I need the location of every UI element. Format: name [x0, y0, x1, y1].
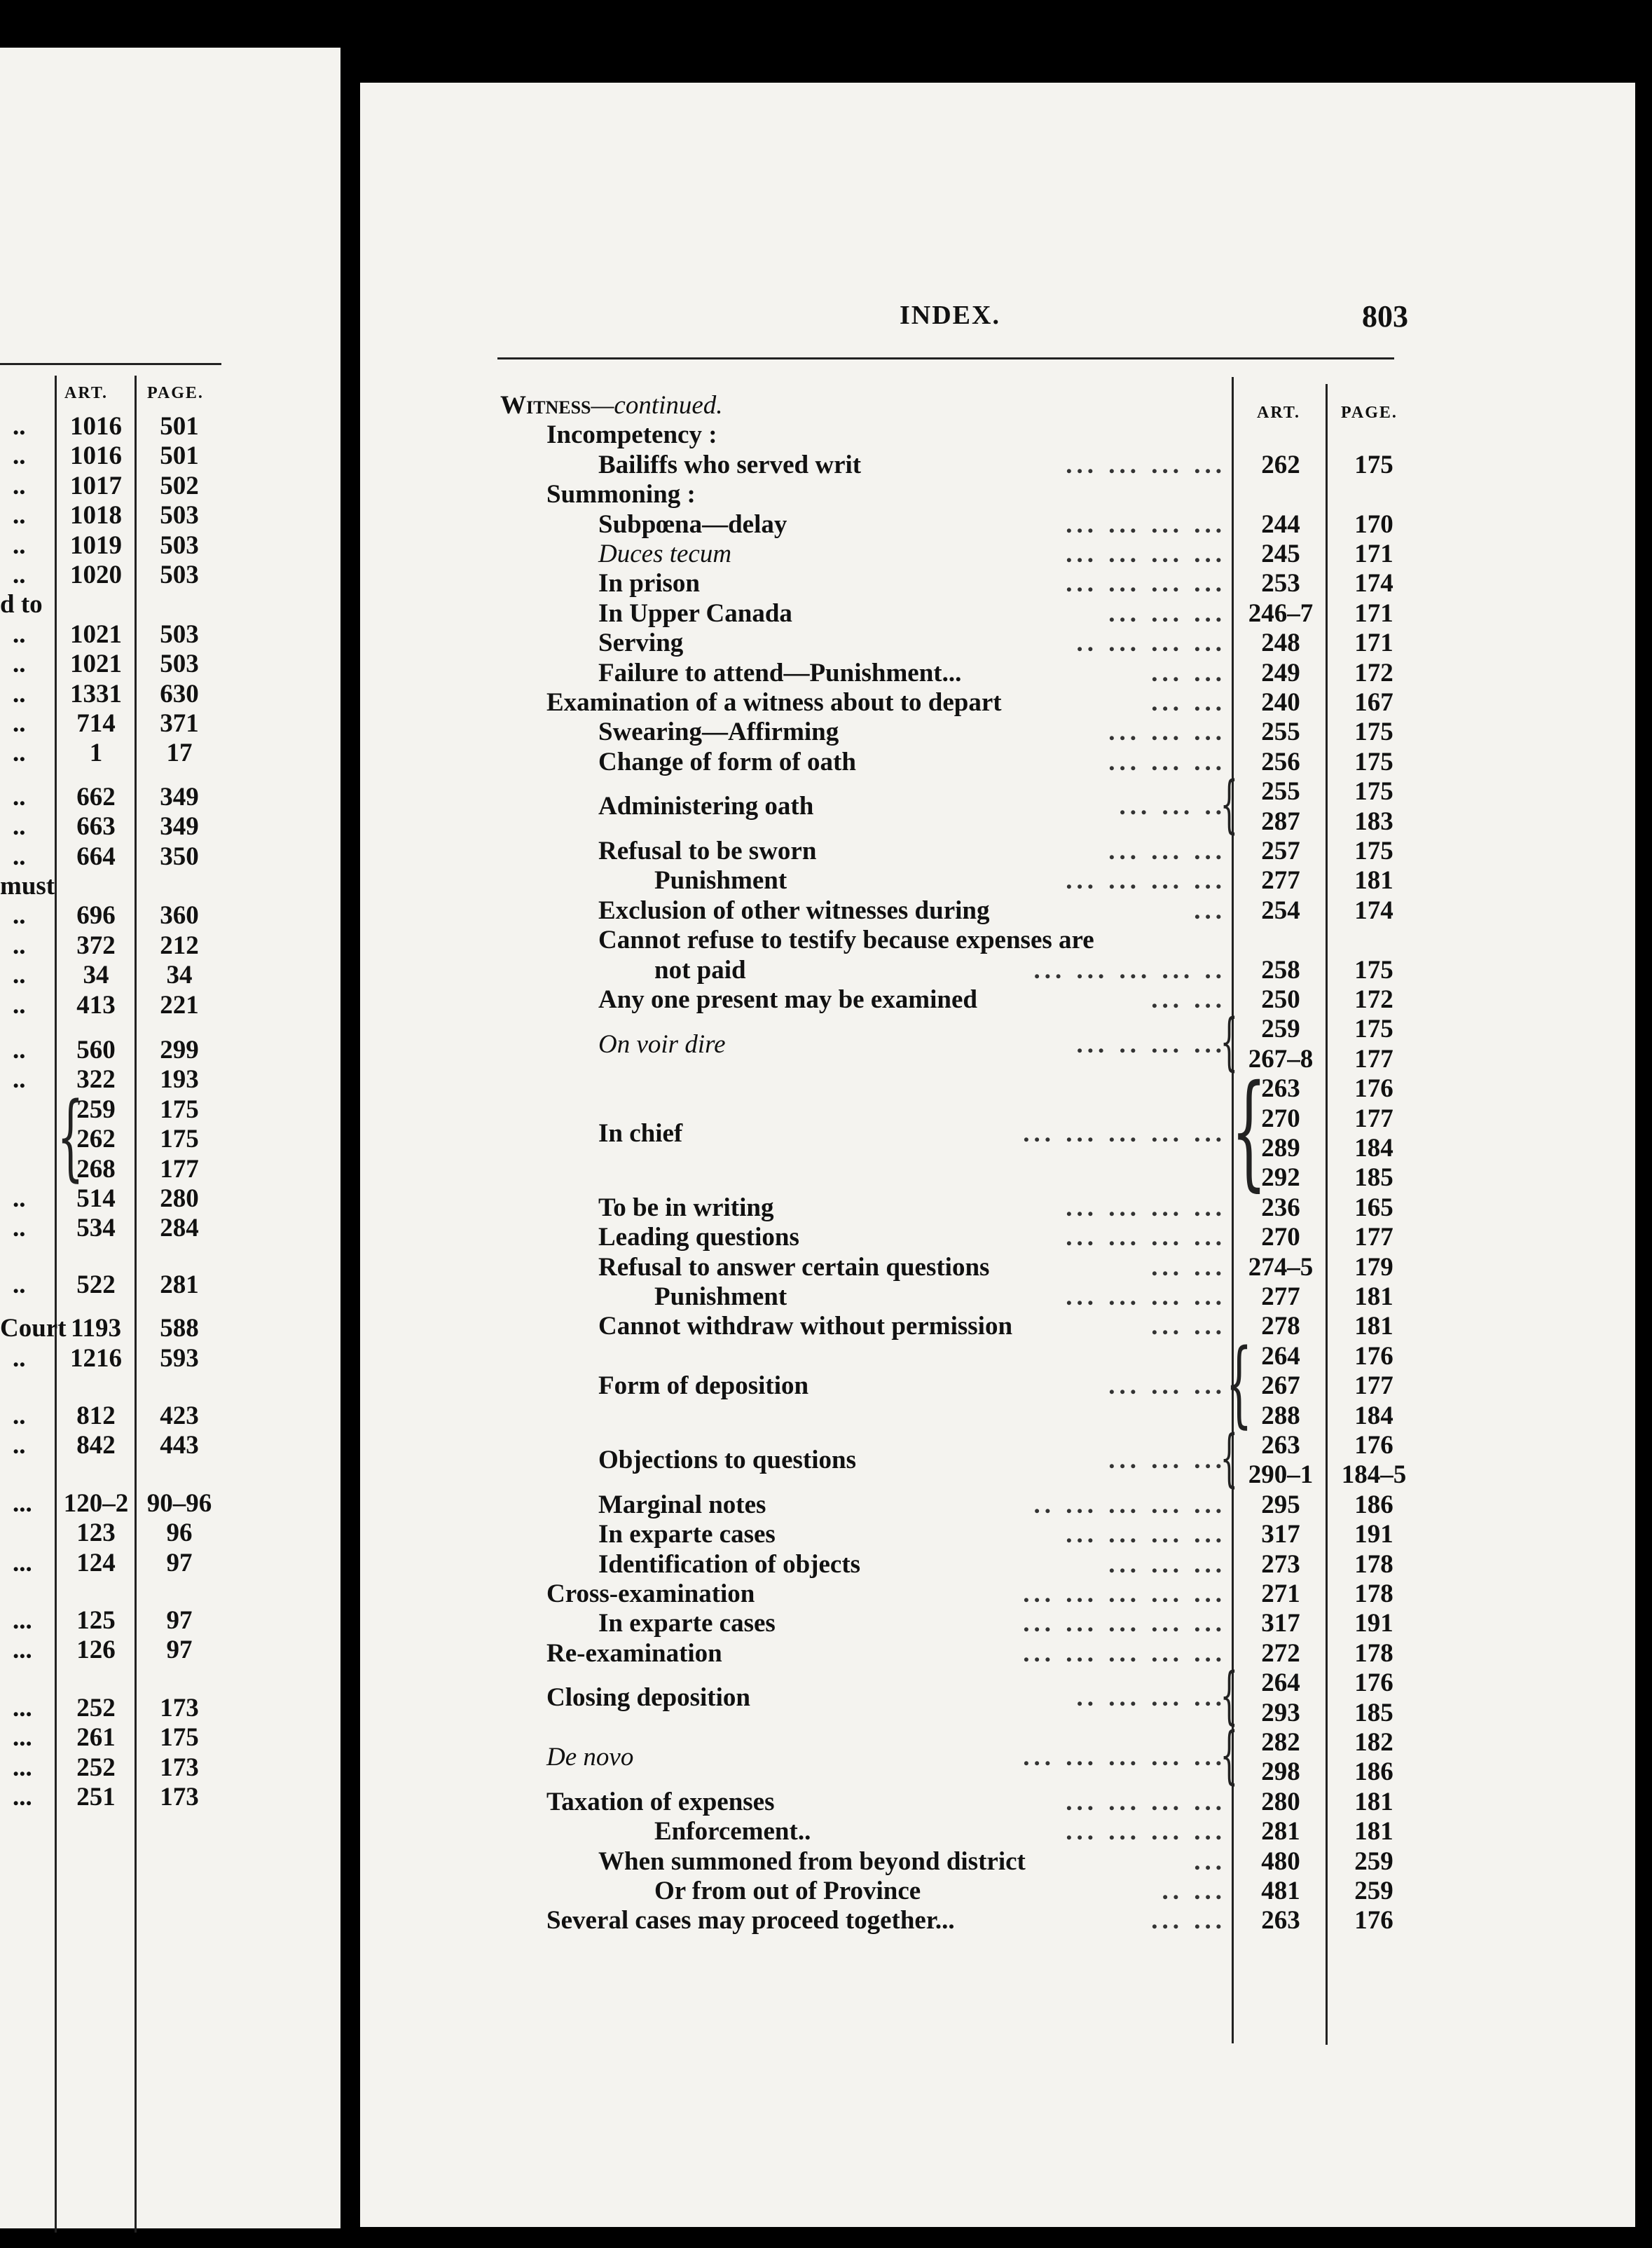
entry-label: Swearing—Affirming — [598, 718, 839, 747]
index-entry — [360, 896, 1621, 926]
entry-label: Summoning : — [546, 480, 696, 509]
dot-leader: .. ... — [1162, 1877, 1226, 1905]
dot-leader: ... ... ... ... ... — [1023, 1118, 1226, 1148]
index-entry — [360, 688, 1621, 718]
left-index-entry: .. 1016 501 — [13, 441, 199, 471]
left-index-entry: ... 261 175 — [13, 1723, 199, 1753]
page-number-cell: 181 — [1354, 1787, 1393, 1816]
entry-label: Or from out of Province — [654, 1877, 921, 1905]
page-number-cell: 177 — [1354, 1371, 1393, 1401]
page-number-cell: 259 — [1354, 1846, 1393, 1876]
page-number-cell: 176 — [1354, 1074, 1393, 1104]
left-index-entry: .. 1216 593 — [13, 1343, 199, 1373]
index-entry — [360, 1743, 1621, 1772]
page-number-cell: 179 — [1354, 1252, 1393, 1282]
left-page-header: PAGE. — [147, 384, 204, 402]
entry-label: Subpœna—delay — [598, 509, 787, 539]
dot-leader: ... ... ... ... — [1066, 1787, 1226, 1816]
entry-label: Cannot withdraw without permission — [598, 1312, 1013, 1341]
entry-label: Identification of objects — [598, 1549, 861, 1579]
entry-label: Refusal to be sworn — [598, 837, 817, 865]
entry-label: Cannot refuse to testify because expenses are — [598, 926, 1094, 955]
art-column-header: ART. — [1257, 404, 1301, 422]
dot-leader: ... ... ... ... — [1066, 540, 1226, 568]
page-number-cell: 170 — [1354, 509, 1393, 539]
page-number-cell: 178 — [1354, 1549, 1393, 1579]
entry-label: De novo — [546, 1743, 634, 1772]
left-grouping-brace: { — [57, 1082, 84, 1191]
index-entry — [360, 1639, 1621, 1668]
page-number-cell: 175 — [1354, 955, 1393, 985]
index-entry — [360, 748, 1621, 777]
entry-label: Exclusion of other witnesses during — [598, 896, 990, 925]
dot-leader: ... — [1194, 896, 1226, 925]
page-number-cell: 181 — [1354, 1282, 1393, 1311]
entry-label: Examination of a witness about to depart — [546, 688, 1002, 717]
entry-label: In chief — [598, 1118, 683, 1148]
page-number-cell: 175 — [1354, 777, 1393, 807]
left-index-entry: .. 1017 502 — [13, 471, 199, 500]
page-number-cell: 191 — [1354, 1609, 1393, 1638]
dot-leader: ... ... ... — [1108, 1371, 1226, 1401]
entry-label: Re-examination — [546, 1638, 722, 1668]
page-number-cell: 191 — [1354, 1520, 1393, 1549]
left-index-entry: .. 662 349 — [13, 782, 199, 811]
index-entry — [360, 391, 1621, 420]
running-header-title: INDEX. — [900, 301, 1000, 330]
dot-leader: ... ... ... ... — [1066, 569, 1226, 598]
page-number-cell: 181 — [1354, 866, 1393, 896]
left-index-entry: .. 534 284 — [13, 1214, 199, 1243]
left-index-entry: .. 1016 501 — [13, 412, 199, 441]
index-entry — [360, 1683, 1621, 1713]
page-number-cell: 171 — [1354, 598, 1393, 628]
entry-label: In prison — [598, 569, 700, 598]
dot-leader: .. ... ... ... — [1076, 1683, 1226, 1713]
index-entry — [360, 540, 1621, 569]
dot-leader: ... ... — [1151, 1906, 1226, 1935]
dot-leader: ... ... ... ... ... — [1023, 1579, 1226, 1608]
page-number-cell: 165 — [1354, 1193, 1393, 1222]
grouping-brace: { — [1220, 1718, 1239, 1791]
left-index-entry: ... 252 173 — [13, 1693, 199, 1722]
entry-label: Administering oath — [598, 792, 814, 821]
index-entry — [360, 1371, 1621, 1401]
entry-label: Marginal notes — [598, 1490, 766, 1519]
left-index-entry: 268 177 — [76, 1154, 199, 1184]
page-number-cell: 177 — [1354, 1044, 1393, 1074]
dot-leader: ... ... ... ... — [1066, 1223, 1226, 1252]
entry-label: Serving — [598, 629, 684, 658]
index-entry — [360, 985, 1621, 1015]
left-index-entry: d to — [0, 590, 43, 619]
entry-label: Enforcement.. — [654, 1817, 811, 1846]
left-index-entry: ... 252 173 — [13, 1753, 199, 1782]
left-index-entry: .. 812 423 — [13, 1401, 199, 1430]
page-number-cell: 174 — [1354, 569, 1393, 598]
grouping-brace: { — [1220, 1421, 1239, 1494]
left-index-entry: ... 126 97 — [13, 1636, 193, 1665]
dot-leader: ... ... ... ... — [1066, 1282, 1226, 1311]
dot-leader: ... ... ... — [1108, 837, 1226, 865]
left-index-entry: .. 1 17 — [13, 739, 193, 768]
entry-label: In Upper Canada — [598, 598, 792, 628]
left-index-entry: .. 522 281 — [13, 1270, 199, 1299]
page-number-cell: 184 — [1354, 1134, 1393, 1163]
page-number: 803 — [1362, 299, 1408, 334]
index-entry — [360, 1788, 1621, 1817]
dot-leader: ... ... ... — [1108, 747, 1226, 776]
left-index-entry: .. 664 350 — [13, 842, 199, 871]
left-index-entry: Court 1193 588 — [0, 1314, 199, 1343]
entry-label: Cross-examination — [546, 1579, 755, 1608]
page-number-cell: 184–5 — [1341, 1460, 1407, 1490]
entry-label: Punishment — [654, 866, 787, 896]
entry-label: When summoned from beyond district — [598, 1846, 1026, 1876]
page-number-cell: 178 — [1354, 1579, 1393, 1608]
grouping-brace: { — [1220, 767, 1239, 841]
index-entry — [360, 866, 1621, 896]
entry-label: To be in writing — [598, 1193, 774, 1222]
dot-leader: ... .. ... ... — [1076, 1029, 1226, 1059]
index-entry — [360, 718, 1621, 747]
page-number-cell: 177 — [1354, 1104, 1393, 1133]
page-number-cell: 171 — [1354, 540, 1393, 568]
left-index-entry: .. 322 193 — [13, 1065, 199, 1095]
left-index-entry: .. 1331 630 — [13, 679, 199, 708]
entry-label: Bailiffs who served writ — [598, 450, 862, 479]
index-entry — [360, 659, 1621, 688]
left-index-entry: .. 1019 503 — [13, 530, 199, 560]
left-top-rule — [0, 363, 221, 365]
left-index-entry: 123 96 — [76, 1519, 193, 1548]
page-number-cell: 171 — [1354, 629, 1393, 658]
entry-label: Taxation of expenses — [546, 1787, 775, 1816]
page-number-cell: 186 — [1354, 1757, 1393, 1787]
dot-leader: ... ... — [1151, 1312, 1226, 1341]
left-art-header: ART. — [64, 384, 109, 402]
left-index-entry: ... 125 97 — [13, 1606, 193, 1635]
dot-leader: ... ... ... ... — [1066, 1193, 1226, 1222]
index-entry — [360, 1579, 1621, 1609]
index-entry — [360, 1030, 1621, 1060]
dot-leader: ... ... ... ... — [1066, 450, 1226, 479]
index-entry — [360, 1520, 1621, 1549]
page-number-cell: 185 — [1354, 1698, 1393, 1727]
index-entry — [360, 1550, 1621, 1579]
dot-leader: ... ... — [1151, 1252, 1226, 1282]
dot-leader: .. ... ... ... — [1076, 629, 1226, 658]
page-number-cell: 172 — [1354, 985, 1393, 1014]
page-number-cell: 178 — [1354, 1638, 1393, 1668]
dot-leader: ... ... — [1151, 658, 1226, 687]
dot-leader: ... ... ... ... ... — [1023, 1743, 1226, 1772]
index-entry — [360, 1253, 1621, 1282]
left-index-entry: .. 560 299 — [13, 1036, 199, 1064]
right-page: INDEX. 803 ART. PAGE. WITNESS—continued. Incompetency : Bailiffs who served writ ... ... ... ... 262 175 Summoning : Subpœna—delay ... ... ... ... 244 170 Duces tecum ... ... ... ... 245 171 In prison ... ... ... ... 253 174 In Upper Canada ... ... ... 246–7 171 Serving .. ... ... ... 248 171 Failure to attend—Punishment... ... ... 249 172 Examination of a witness about to depart ... ... 240 167 Swearing—Affirming ... ... ... 255 175 Change of form of oath ... ... ... 256 175 Administering oath ... ... .. 255 175 287 183 { Refusal to be sworn ... ... ... 257 175 Punishment ... ... ... ... 277 181 Exclusion of other witnesses during ... 254 174 Cannot refuse to testify because expenses are not paid ... ... ... ... .. 258 175 Any one present may be examined ... ... 250 172 On voir dire ... .. ... ... 259 175 267–8 177 { In chief ... ... ... ... ... 263 176 270 177 289 184 292 185 { To be in writing ... ... ... ... 236 165 Leading questions ... ... ... ... 270 177 Refusal to answer certain questions ... ... 274–5 179 Punishment ... ... ... ... 277 181 Cannot withdraw without permission ... ... 278 181 Form of deposition ... ... ... 264 176 267 177 288 184 { Objections to questions ... ... ... 263 176 290–1 184–5 { Marginal notes .. ... ... ... ... 295 186 In exparte cases ... ... ... ... 317 191 Identification of objects ... ... ... 273 178 Cross-examination ... ... ... ... ... 271 178 In exparte cases ... ... ... ... ... 317 191 Re-examination ... ... ... ... ... 272 178 Closing deposition .. ... ... ... 264 176 293 185 { De novo ... ... ... ... ... 282 182 298 186 { Taxation of expenses ... ... ... ... 280 181 Enforcement.. ... ... ... ... 281 181 When summoned from beyond district ... 480 259 Or from out of Province .. ... 481 259 Several cases may proceed together... ... ... 263 176 — [360, 83, 1635, 2227]
entry-label: Refusal to answer certain questions — [598, 1252, 990, 1282]
index-entry — [360, 510, 1621, 540]
index-entry — [360, 451, 1621, 480]
entry-label: In exparte cases — [598, 1520, 776, 1549]
left-index-entry: ... 124 97 — [13, 1548, 193, 1577]
page-number-cell: 186 — [1354, 1490, 1393, 1519]
left-index-entry: .. 842 443 — [13, 1431, 199, 1460]
index-entry — [360, 1446, 1621, 1475]
grouping-brace: { — [1231, 1058, 1267, 1204]
index-entry — [360, 926, 1621, 955]
page-number-cell: 175 — [1354, 1015, 1393, 1044]
left-index-entry: .. 1018 503 — [13, 501, 199, 530]
entry-label: Form of deposition — [598, 1371, 809, 1401]
page-number-cell: 176 — [1354, 1431, 1393, 1460]
grouping-brace: { — [1225, 1329, 1253, 1438]
dot-leader: ... ... — [1151, 985, 1226, 1014]
page-number-cell: 167 — [1354, 688, 1393, 717]
left-index-entry: 259 175 — [76, 1095, 199, 1124]
entry-label: On voir dire — [598, 1029, 726, 1059]
left-index-entry: .. 1021 503 — [13, 650, 199, 679]
left-index-entry: ... 251 173 — [13, 1783, 199, 1811]
page-number-cell: 175 — [1354, 747, 1393, 776]
dot-leader: ... ... ... — [1108, 1549, 1226, 1579]
entry-label: Closing deposition — [546, 1683, 750, 1713]
page-number-cell: 176 — [1354, 1341, 1393, 1371]
left-index-entry: .. 372 212 — [13, 931, 199, 960]
dot-leader: ... ... ... ... — [1066, 1817, 1226, 1846]
dot-leader: ... ... .. — [1119, 792, 1226, 821]
index-entry — [360, 1193, 1621, 1223]
left-page — [0, 48, 340, 2228]
left-index-entry: .. 1020 503 — [13, 561, 199, 589]
dot-leader: ... ... ... ... ... — [1023, 1638, 1226, 1668]
left-index-entry: .. 714 371 — [13, 709, 199, 738]
dot-leader: ... ... ... ... — [1066, 509, 1226, 539]
left-index-entry: .. 663 349 — [13, 812, 199, 842]
dot-leader: ... ... ... — [1108, 598, 1226, 628]
left-index-entry: .. 34 34 — [13, 961, 193, 990]
dot-leader: ... ... ... — [1108, 718, 1226, 747]
page-number-cell: 185 — [1354, 1163, 1393, 1193]
index-entry — [360, 480, 1621, 509]
index-entry — [360, 1847, 1621, 1877]
entry-label: Change of form of oath — [598, 747, 856, 776]
index-entry — [360, 1119, 1621, 1149]
page-number-cell: 182 — [1354, 1728, 1393, 1757]
entry-label: Incompetency : — [546, 420, 717, 450]
index-entry — [360, 569, 1621, 598]
index-entry — [360, 1817, 1621, 1846]
entry-label: Objections to questions — [598, 1446, 856, 1475]
index-entry — [360, 1312, 1621, 1341]
page-number-cell: 172 — [1354, 658, 1393, 687]
index-entry — [360, 1282, 1621, 1312]
dot-leader: ... ... ... ... ... — [1023, 1609, 1226, 1638]
entry-label: In exparte cases — [598, 1609, 776, 1638]
index-entry — [360, 1223, 1621, 1252]
entry-label: Leading questions — [598, 1223, 799, 1252]
page-number-cell: 177 — [1354, 1223, 1393, 1252]
entry-label: Several cases may proceed together... — [546, 1906, 955, 1935]
dot-leader: ... — [1194, 1846, 1226, 1876]
left-index-entry: .. 696 360 — [13, 901, 199, 931]
dot-leader: ... ... ... ... .. — [1033, 955, 1226, 985]
entry-label: Duces tecum — [598, 540, 732, 568]
left-index-entry: .. 413 221 — [13, 990, 199, 1020]
page-number-cell: 259 — [1354, 1877, 1393, 1905]
dot-leader: ... ... ... ... — [1066, 1520, 1226, 1549]
left-index-entry: must — [0, 872, 55, 900]
index-entry — [360, 837, 1621, 866]
page-number-cell: 181 — [1354, 1312, 1393, 1341]
page-number-cell: 175 — [1354, 837, 1393, 865]
page-number-cell: 175 — [1354, 718, 1393, 747]
page-number-cell: 175 — [1354, 450, 1393, 479]
page-number-cell: 176 — [1354, 1906, 1393, 1935]
grouping-brace: { — [1220, 1659, 1239, 1732]
dot-leader: ... ... ... ... — [1066, 866, 1226, 896]
page-number-cell: 181 — [1354, 1817, 1393, 1846]
page-column-header: PAGE. — [1341, 404, 1398, 422]
entry-label: Punishment — [654, 1282, 787, 1311]
index-entry — [360, 1490, 1621, 1520]
dot-leader: .. ... ... ... ... — [1033, 1490, 1226, 1519]
index-entry — [360, 1877, 1621, 1906]
entry-label: Failure to attend—Punishment... — [598, 658, 962, 687]
right-top-rule — [497, 357, 1394, 359]
left-index-entry: ... 120–2 90–96 — [13, 1488, 212, 1518]
dot-leader: ... ... ... — [1108, 1446, 1226, 1475]
entry-label: not paid — [654, 955, 746, 985]
index-entry — [360, 420, 1621, 450]
entry-label: Any one present may be examined — [598, 985, 977, 1014]
entry-label: WITNESS—continued. — [500, 391, 723, 420]
page-number-cell: 174 — [1354, 896, 1393, 925]
page-number-cell: 184 — [1354, 1401, 1393, 1430]
page-number-cell: 183 — [1354, 807, 1393, 836]
index-entry — [360, 1609, 1621, 1638]
index-entry — [360, 599, 1621, 629]
left-index-entry: 262 175 — [76, 1125, 199, 1154]
dot-leader: ... ... — [1151, 688, 1226, 717]
grouping-brace: { — [1220, 1005, 1239, 1078]
index-entry — [360, 956, 1621, 985]
left-index-entry: .. 1021 503 — [13, 619, 199, 649]
left-index-entry: .. 514 280 — [13, 1184, 199, 1213]
index-entry — [360, 792, 1621, 821]
page-number-cell: 176 — [1354, 1668, 1393, 1698]
index-entry — [360, 629, 1621, 658]
index-entry — [360, 1906, 1621, 1935]
